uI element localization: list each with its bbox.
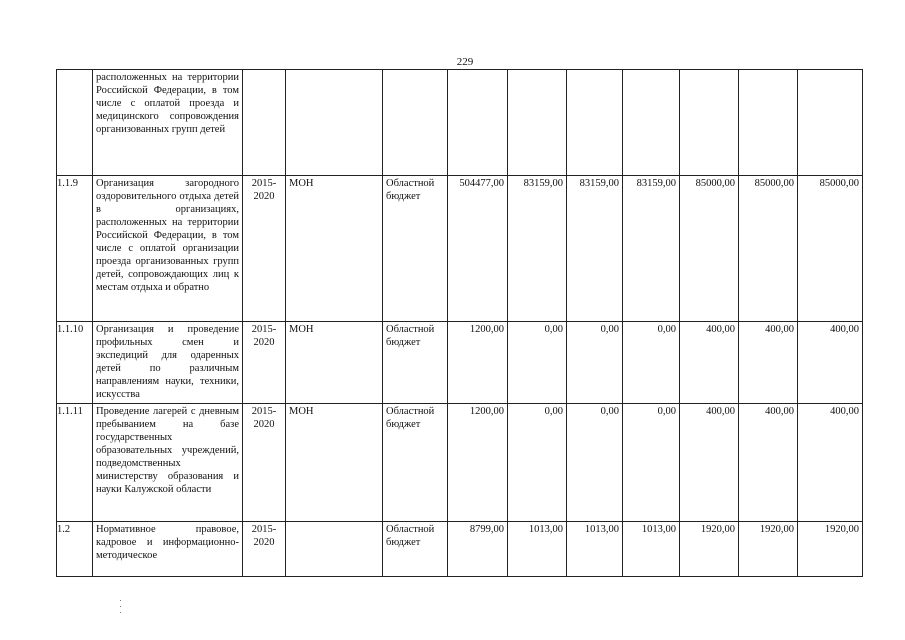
activity-name: Нормативное правовое, кадровое и информационно-методическое: [93, 522, 243, 577]
row-number: 1.1.11: [57, 404, 93, 522]
activity-name: Организация загородного оздоровительного отдыха детей в организациях, расположенных на территории Российской Федерации, в том числе с оплатой организации проезда организованных групп детей, сопровождающих лиц к местам отдыха и обратно: [93, 176, 243, 322]
year-value: 1013,00: [623, 522, 680, 577]
executor: МОН: [286, 176, 383, 322]
year-value: 1920,00: [739, 522, 798, 577]
year-value: 0,00: [567, 404, 623, 522]
executor: [286, 70, 383, 176]
year-value: 1920,00: [798, 522, 863, 577]
budget-table: [56, 69, 863, 577]
executor: МОН: [286, 404, 383, 522]
total-value: 8799,00: [448, 522, 508, 577]
period: 2015-2020: [243, 176, 286, 322]
year-value: 85000,00: [680, 176, 739, 322]
scan-artifact: [120, 612, 121, 613]
row-number: 1.1.10: [57, 322, 93, 404]
year-value: [739, 70, 798, 176]
table-row: [57, 70, 863, 176]
year-value: [567, 70, 623, 176]
activity-name: расположенных на территории Российской Федерации, в том числе с оплатой проезда и медицинского сопровождения организованных групп детей: [93, 70, 243, 176]
year-value: 400,00: [798, 322, 863, 404]
year-value: 400,00: [739, 404, 798, 522]
period: 2015-2020: [243, 404, 286, 522]
funding-source: Областной бюджет: [383, 404, 448, 522]
funding-source: [383, 70, 448, 176]
period: 2015-2020: [243, 322, 286, 404]
total-value: 1200,00: [448, 404, 508, 522]
total-value: 504477,00: [448, 176, 508, 322]
year-value: [508, 70, 567, 176]
scan-artifact: [120, 606, 121, 607]
row-number: [57, 70, 93, 176]
table-row: [57, 322, 863, 404]
year-value: [623, 70, 680, 176]
total-value: [448, 70, 508, 176]
row-number: 1.1.9: [57, 176, 93, 322]
year-value: 85000,00: [739, 176, 798, 322]
funding-source: Областной бюджет: [383, 322, 448, 404]
funding-source: Областной бюджет: [383, 176, 448, 322]
year-value: 83159,00: [508, 176, 567, 322]
year-value: 400,00: [739, 322, 798, 404]
executor: [286, 522, 383, 577]
scan-artifact: [120, 600, 121, 601]
year-value: [798, 70, 863, 176]
year-value: 400,00: [680, 322, 739, 404]
activity-name: Проведение лагерей с дневным пребыванием на базе государственных образовательных учреждений, подведомственных министерству образования и науки Калужской области: [93, 404, 243, 522]
executor: МОН: [286, 322, 383, 404]
funding-source: Областной бюджет: [383, 522, 448, 577]
year-value: 0,00: [623, 404, 680, 522]
year-value: 1013,00: [567, 522, 623, 577]
row-number: 1.2: [57, 522, 93, 577]
year-value: 1920,00: [680, 522, 739, 577]
activity-name: Организация и проведение профильных смен и экспедиций для одаренных детей по различным направлениям науки, техники, искусства: [93, 322, 243, 404]
period: [243, 70, 286, 176]
table-row: [57, 522, 863, 577]
year-value: 400,00: [798, 404, 863, 522]
year-value: 85000,00: [798, 176, 863, 322]
year-value: 0,00: [508, 322, 567, 404]
year-value: 83159,00: [623, 176, 680, 322]
page-number: 229: [456, 56, 474, 68]
year-value: 83159,00: [567, 176, 623, 322]
year-value: [680, 70, 739, 176]
table-row: [57, 176, 863, 322]
year-value: 1013,00: [508, 522, 567, 577]
table-row: [57, 404, 863, 522]
year-value: 0,00: [623, 322, 680, 404]
year-value: 400,00: [680, 404, 739, 522]
year-value: 0,00: [567, 322, 623, 404]
period: 2015-2020: [243, 522, 286, 577]
year-value: 0,00: [508, 404, 567, 522]
total-value: 1200,00: [448, 322, 508, 404]
